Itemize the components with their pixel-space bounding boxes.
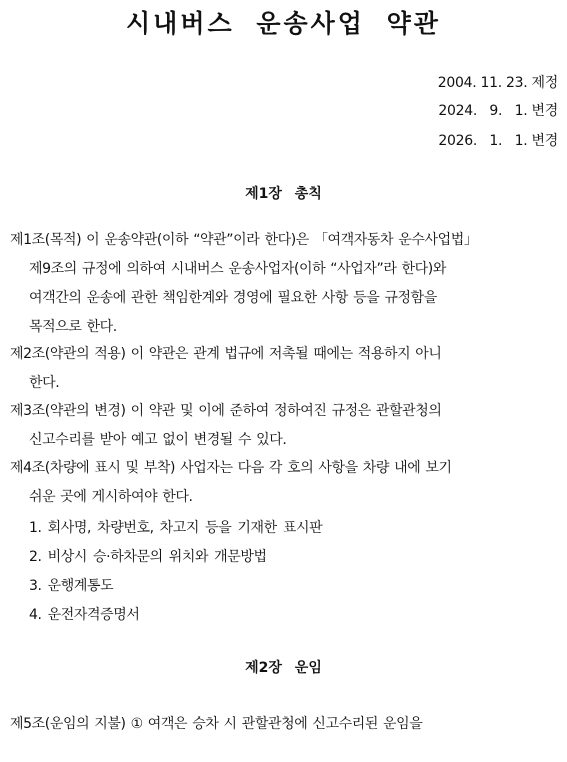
date-amended-2026: 2026. 1. 1. 변경 <box>438 133 558 149</box>
article-4-item-1: 1. 회사명, 차량번호, 차고지 등을 기재한 표시판 <box>29 520 323 536</box>
article-4-item-3: 3. 운행계통도 <box>29 578 114 594</box>
article-1 <box>10 226 557 342</box>
article-4-line-2: 쉬운 곳에 게시하여야 한다. <box>29 489 193 505</box>
article-3-line-2: 신고수리를 받아 예고 없이 변경될 수 있다. <box>29 432 287 448</box>
article-1-line-2: 제9조의 규정에 의하여 시내버스 운송사업자(이하 “사업자”라 한다)와 <box>29 261 446 277</box>
date-enacted: 2004. 11. 23. 제정 <box>437 75 558 91</box>
article-1-line-1: 제1조(목적) 이 운송약관(이하 “약관”이라 한다)은 「여객자동차 운수사업법」 <box>10 232 478 248</box>
chapter-2-heading: 제2장 운임 <box>245 660 322 676</box>
article-2-line-1: 제2조(약관의 적용) 이 약관은 관계 법규에 저촉될 때에는 적용하지 아니 <box>10 346 442 362</box>
article-2 <box>10 340 557 398</box>
article-4-line-1: 제4조(차량에 표시 및 부착) 사업자는 다음 각 호의 사항을 차량 내에 보기 <box>10 460 452 476</box>
article-1-line-3: 여객간의 운송에 관한 책임한계와 경영에 필요한 사항 등을 규정함을 <box>29 290 437 306</box>
article-5-line-1: 제5조(운임의 지불) ① 여객은 승차 시 관할관청에 신고수리된 운임을 <box>10 716 423 732</box>
article-4 <box>10 454 557 512</box>
article-4-item-2: 2. 비상시 승·하차문의 위치와 개문방법 <box>29 549 267 565</box>
article-3 <box>10 397 557 455</box>
article-5 <box>10 710 557 739</box>
article-2-line-2: 한다. <box>29 375 60 391</box>
date-amended-2024: 2024. 9. 1. 변경 <box>438 103 558 119</box>
chapter-1-heading: 제1장 총칙 <box>245 186 322 202</box>
article-4-item-4: 4. 운전자격증명서 <box>29 607 140 623</box>
article-1-line-4: 목적으로 한다. <box>29 319 117 335</box>
document-title: 시내버스 운송사업 약관 <box>126 9 441 38</box>
article-3-line-1: 제3조(약관의 변경) 이 약관 및 이에 준하여 정하여진 규정은 관할관청의 <box>10 403 442 419</box>
